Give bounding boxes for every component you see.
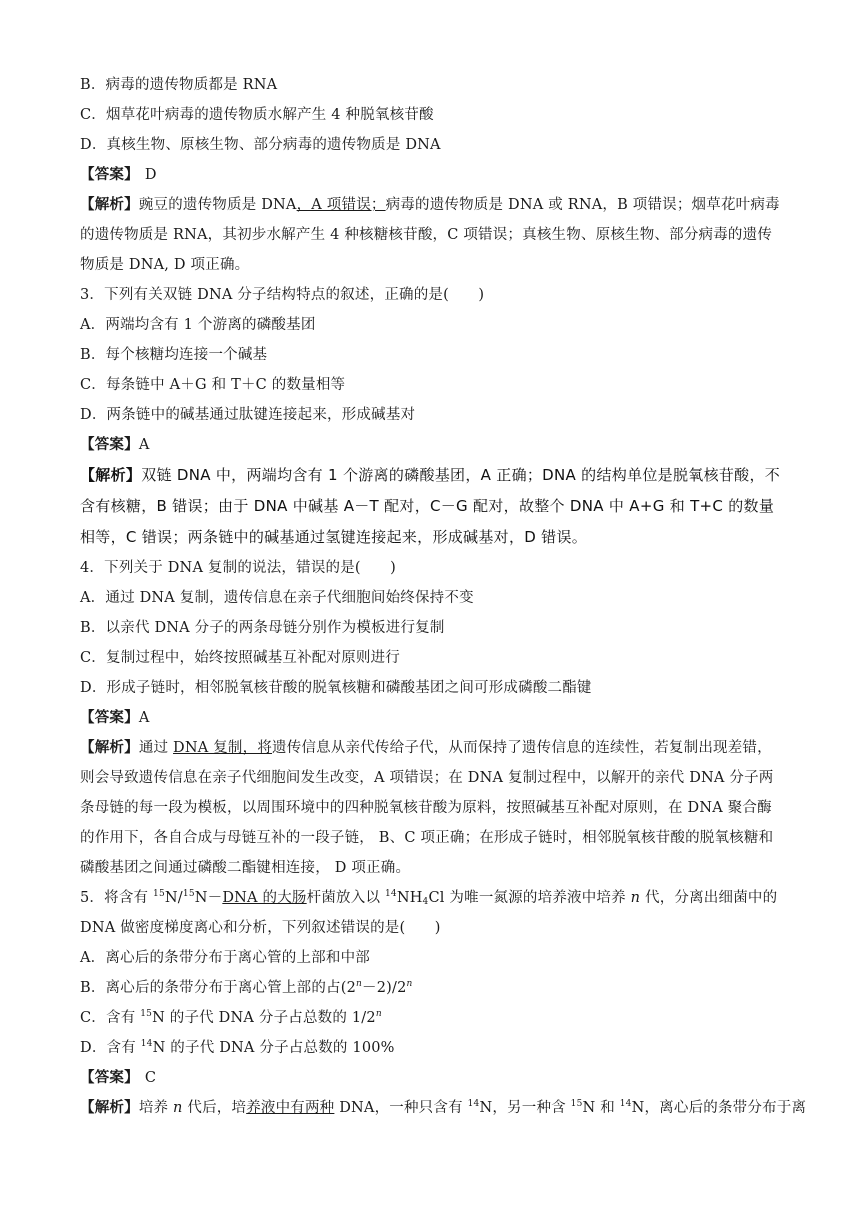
answer-value: C bbox=[144, 1070, 157, 1086]
q3-analysis bbox=[80, 460, 785, 553]
q5-answer bbox=[80, 1063, 785, 1093]
analysis-text: N，另一种含 bbox=[479, 1100, 571, 1116]
analysis-text: 双链 DNA 中，两端均含有 1 个游离的磷酸基团，A 正确；DNA 的结构单位是脱氧核苷酸，不含有核糖，B 错误；由于 DNA 中碱基 A－T 配对，C－G 配对，故整个 DNA 中 A+G 和 T+C 的数量相等，C 错误；两条链中的碱基通过氢键连接起来，形成碱基对，D 错误。 bbox=[80, 466, 781, 546]
q4-option-a: A．通过 DNA 复制，遗传信息在亲子代细胞间始终保持不变 bbox=[80, 590, 474, 606]
option-text: N 的子代 DNA 分子占总数的 1/2 bbox=[152, 1010, 376, 1026]
analysis-underlined-text: ，A 项错误； bbox=[296, 197, 386, 213]
q2-answer bbox=[80, 160, 785, 190]
q4-option-d: D．形成子链时，相邻脱氧核苷酸的脱氧核糖和磷酸基团之间可形成磷酸二酯键 bbox=[80, 680, 592, 696]
superscript: 14 bbox=[140, 1039, 153, 1049]
analysis-text: 遗传信息从亲代传给子代，从而保持了遗传信息的连续性，若复制出现差错，则会导致遗传信息在亲子代细胞间发生改变，A 项错误；在 DNA 复制过程中，以解开的亲代 DNA 分子两条母链的每一段为模板，以周围环境中的四种脱氧核苷酸为原料，按照碱基互补配对原则，在 DNA 聚合酶的作用下，各自合成与母链互补的一段子链， B、C 项正确；在形成子链时，相邻脱氧核苷酸的脱氧核糖和磷酸基团之间通过磷酸二酯键相连接， D 项正确。 bbox=[80, 740, 774, 876]
answer-label: 【答案】 bbox=[80, 167, 139, 183]
analysis-text: 病毒的遗传物质是 DNA 或 RNA，B 项错误；烟草花叶病毒的遗传物质是 RNA，其初步水解产生 4 种核糖核苷酸，C 项错误；真核生物、原核生物、部分病毒的遗传物质是 DNA, D 项正确。 bbox=[80, 197, 780, 273]
analysis-label: 【解析】 bbox=[80, 466, 142, 484]
superscript: n bbox=[356, 979, 363, 989]
q5-option-c bbox=[80, 1003, 785, 1033]
analysis-text: N，离心后的条带分布于离 bbox=[631, 1100, 807, 1116]
stem-text: N/ bbox=[164, 890, 183, 906]
analysis-label: 【解析】 bbox=[80, 740, 139, 756]
option-text: D．含有 bbox=[80, 1040, 141, 1056]
analysis-text: 代后，培 bbox=[182, 1100, 247, 1116]
q3-answer bbox=[80, 430, 785, 460]
option-text: N 的子代 DNA 分子占总数的 100% bbox=[152, 1040, 395, 1056]
q4-option-b: B．以亲代 DNA 分子的两条母链分别作为模板进行复制 bbox=[80, 620, 445, 636]
superscript: n bbox=[406, 979, 413, 989]
q3-option-b: B．每个核糖均连接一个碱基 bbox=[80, 347, 268, 363]
answer-label: 【答案】 bbox=[80, 710, 139, 726]
answer-label: 【答案】 bbox=[80, 437, 139, 453]
superscript: 15 bbox=[570, 1099, 583, 1109]
analysis-text: 豌豆的遗传物质是 DNA bbox=[138, 197, 297, 213]
analysis-label: 【解析】 bbox=[80, 1100, 139, 1116]
q3-stem: 3．下列有关双链 DNA 分子结构特点的叙述，正确的是( ) bbox=[80, 287, 485, 303]
analysis-text: 培养 bbox=[138, 1100, 174, 1116]
stem-text: NH bbox=[396, 890, 423, 906]
analysis-text: N 和 bbox=[582, 1100, 620, 1116]
variable-n: n bbox=[173, 1100, 183, 1116]
q2-option-c: C．烟草花叶病毒的遗传物质水解产生 4 种脱氧核苷酸 bbox=[80, 107, 434, 123]
q2-option-b: B．病毒的遗传物质都是 RNA bbox=[80, 77, 278, 93]
stem-text: 杆菌放入以 bbox=[306, 890, 385, 906]
q4-analysis bbox=[80, 733, 785, 883]
answer-value: D bbox=[144, 167, 157, 183]
stem-text: 代，分离出细菌中的 DNA 做密度梯度离心和分析，下列叙述错误的是( ) bbox=[80, 890, 778, 936]
analysis-label: 【解析】 bbox=[80, 197, 139, 213]
analysis-text: DNA，一种只含有 bbox=[334, 1100, 468, 1116]
q5-option-d bbox=[80, 1033, 785, 1063]
answer-value: A bbox=[138, 710, 150, 726]
subscript: 4 bbox=[422, 897, 429, 907]
superscript: 15 bbox=[153, 889, 165, 899]
q5-analysis bbox=[80, 1093, 807, 1123]
stem-text: Cl 为唯一氮源的培养液中培养 bbox=[428, 890, 631, 906]
stem-underlined-text: DNA 的大肠 bbox=[222, 890, 307, 906]
variable-n: n bbox=[630, 890, 641, 906]
superscript: 15 bbox=[140, 1009, 153, 1019]
answer-value: A bbox=[138, 437, 150, 453]
q5-option-a: A．离心后的条带分布于离心管的上部和中部 bbox=[80, 950, 370, 966]
q5-option-b bbox=[80, 973, 785, 1003]
q3-option-d: D．两条链中的碱基通过肽键连接起来，形成碱基对 bbox=[80, 407, 416, 423]
analysis-underlined-text: 养液中有两种 bbox=[246, 1100, 335, 1116]
superscript: 14 bbox=[384, 889, 397, 899]
superscript: n bbox=[375, 1009, 382, 1019]
q3-option-c: C．每条链中 A＋G 和 T＋C 的数量相等 bbox=[80, 377, 346, 393]
q4-stem: 4．下列关于 DNA 复制的说法，错误的是( ) bbox=[80, 560, 397, 576]
q3-option-a: A．两端均含有 1 个游离的磷酸基团 bbox=[80, 317, 316, 333]
superscript: 14 bbox=[467, 1099, 480, 1109]
option-text: B．离心后的条带分布于离心管上部的占(2 bbox=[80, 980, 357, 996]
option-text: －2)/2 bbox=[362, 980, 407, 996]
document-page bbox=[80, 70, 807, 1123]
q5-stem bbox=[80, 883, 785, 943]
analysis-text: 通过 bbox=[138, 740, 174, 756]
analysis-underlined-text: DNA 复制，将 bbox=[173, 740, 273, 756]
q4-option-c: C．复制过程中，始终按照碱基互补配对原则进行 bbox=[80, 650, 400, 666]
superscript: 15 bbox=[182, 889, 195, 899]
stem-text: N－ bbox=[194, 890, 223, 906]
superscript: 14 bbox=[619, 1099, 632, 1109]
stem-text: 5．将含有 bbox=[80, 890, 154, 906]
q2-analysis bbox=[80, 190, 785, 280]
answer-label: 【答案】 bbox=[80, 1070, 139, 1086]
q2-option-d: D．真核生物、原核生物、部分病毒的遗传物质是 DNA bbox=[80, 137, 441, 153]
option-text: C．含有 bbox=[80, 1010, 141, 1026]
q4-answer bbox=[80, 703, 785, 733]
